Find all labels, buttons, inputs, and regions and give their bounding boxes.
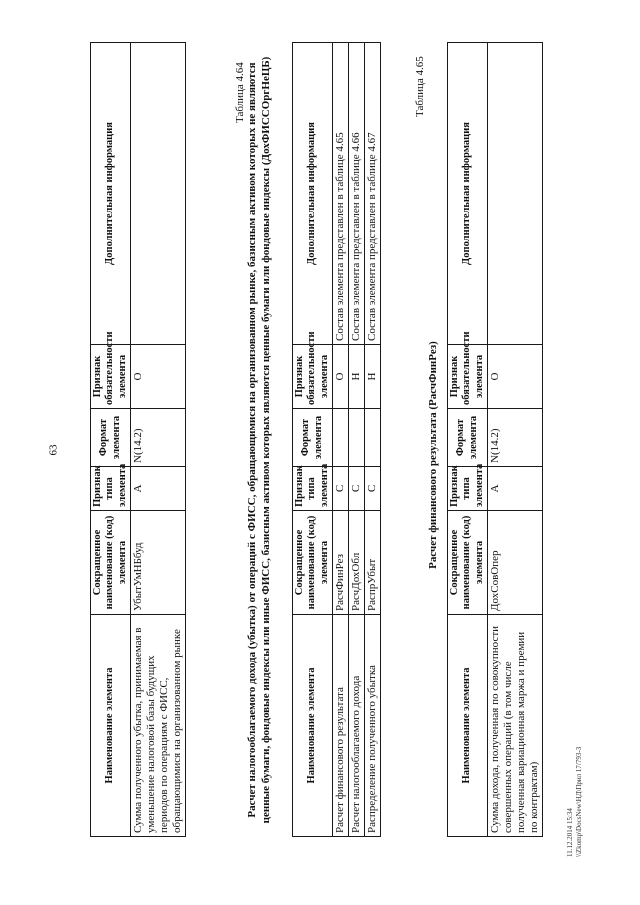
cell-format bbox=[349, 409, 365, 467]
table-row bbox=[488, 43, 543, 837]
cell-info: Состав элемента представлен в таблице 4.66 bbox=[349, 43, 365, 345]
header-format: Формат элемента bbox=[293, 409, 333, 467]
cell-code: ДохСовОпер bbox=[488, 511, 543, 615]
cell-name: Расчет налогооблагаемого дохода bbox=[349, 615, 365, 837]
table-header-row bbox=[448, 43, 488, 837]
cell-mandatory: О bbox=[488, 345, 543, 409]
print-stamp bbox=[566, 747, 584, 857]
header-mandatory: Признак обязательности элемента bbox=[293, 345, 333, 409]
cell-format: N(14.2) bbox=[488, 409, 543, 467]
cell-mandatory: Н bbox=[365, 345, 381, 409]
cell-info bbox=[488, 43, 543, 345]
table-row bbox=[333, 43, 349, 837]
header-mandatory: Признак обязательности элемента bbox=[91, 345, 131, 409]
header-format: Формат элемента bbox=[91, 409, 131, 467]
header-type: Признак типа элемента bbox=[91, 467, 131, 511]
cell-name: Расчет финансового результата bbox=[333, 615, 349, 837]
cell-type: С bbox=[365, 467, 381, 511]
cell-type: А bbox=[488, 467, 543, 511]
cell-name: Распределение полученного убытка bbox=[365, 615, 381, 837]
cell-info: Состав элемента представлен в таблице 4.67 bbox=[365, 43, 381, 345]
header-code: Сокращенное наименование (код) элемента bbox=[448, 511, 488, 615]
cell-format bbox=[365, 409, 381, 467]
table-row bbox=[131, 43, 186, 837]
table-4-64 bbox=[292, 42, 381, 837]
cell-type: С bbox=[333, 467, 349, 511]
cell-mandatory: Н bbox=[349, 345, 365, 409]
table-4-65 bbox=[447, 42, 543, 837]
cell-name: Сумма полученного убытка, принимаемая в уменьшение налоговой базы будущих периодов по операциям с ФИСС, обращающимися на организованном рынке bbox=[131, 615, 186, 837]
header-name: Наименование элемента bbox=[293, 615, 333, 837]
cell-mandatory: О bbox=[131, 345, 186, 409]
header-mandatory: Признак обязательности элемента bbox=[448, 345, 488, 409]
table-label-4-64: Таблица 4.64 bbox=[234, 62, 246, 123]
cell-info bbox=[131, 43, 186, 345]
cell-format: N(14.2) bbox=[131, 409, 186, 467]
header-type: Признак типа элемента bbox=[293, 467, 333, 511]
header-type: Признак типа элемента bbox=[448, 467, 488, 511]
table-continuation bbox=[90, 42, 186, 837]
cell-format bbox=[333, 409, 349, 467]
header-info: Дополнительная информация bbox=[293, 43, 333, 345]
cell-code: УбытУмНБбуд bbox=[131, 511, 186, 615]
cell-mandatory: О bbox=[333, 345, 349, 409]
header-info: Дополнительная информация bbox=[91, 43, 131, 345]
table-label-4-65: Таблица 4.65 bbox=[414, 56, 426, 117]
cell-info: Состав элемента представлен в таблице 4.65 bbox=[333, 43, 349, 345]
header-name: Наименование элемента bbox=[91, 615, 131, 837]
cell-code: РасчДохОбл bbox=[349, 511, 365, 615]
table-title-4-64: Расчет налогооблагаемого дохода (убытка) от операций с ФИСС, обращающимися на организованном рынке, базисным активом которых не являются ценные бумаги, фондовые индексы или иные ФИСС, базисным активом которых являются ценные бумаги или фондовые индексы (ДохФИССОргНеЦБ) bbox=[246, 56, 273, 824]
table-row bbox=[365, 43, 381, 837]
rotated-page-content bbox=[2, 40, 614, 865]
print-stamp-path: \\Zkomp\DocsNew\НД\Прил 17/793-З bbox=[574, 746, 583, 857]
header-info: Дополнительная информация bbox=[448, 43, 488, 345]
table-row bbox=[349, 43, 365, 837]
print-stamp-date: 11.12.2014 15:34 bbox=[566, 808, 574, 857]
cell-type: А bbox=[131, 467, 186, 511]
cell-code: РасчФинРез bbox=[333, 511, 349, 615]
table-header-row bbox=[91, 43, 131, 837]
cell-type: С bbox=[349, 467, 365, 511]
header-code: Сокращенное наименование (код) элемента bbox=[293, 511, 333, 615]
header-code: Сокращенное наименование (код) элемента bbox=[91, 511, 131, 615]
cell-code: РаспрУбыт bbox=[365, 511, 381, 615]
page-number: 63 bbox=[47, 444, 60, 456]
cell-name: Сумма дохода, полученная по совокупности совершенных операций (в том числе полученная вариационная маржа и премии по контрактам) bbox=[488, 615, 543, 837]
header-format: Формат элемента bbox=[448, 409, 488, 467]
table-header-row bbox=[293, 43, 333, 837]
table-title-4-65: Расчет финансового результата (РасчФинРез) bbox=[427, 341, 439, 569]
header-name: Наименование элемента bbox=[448, 615, 488, 837]
